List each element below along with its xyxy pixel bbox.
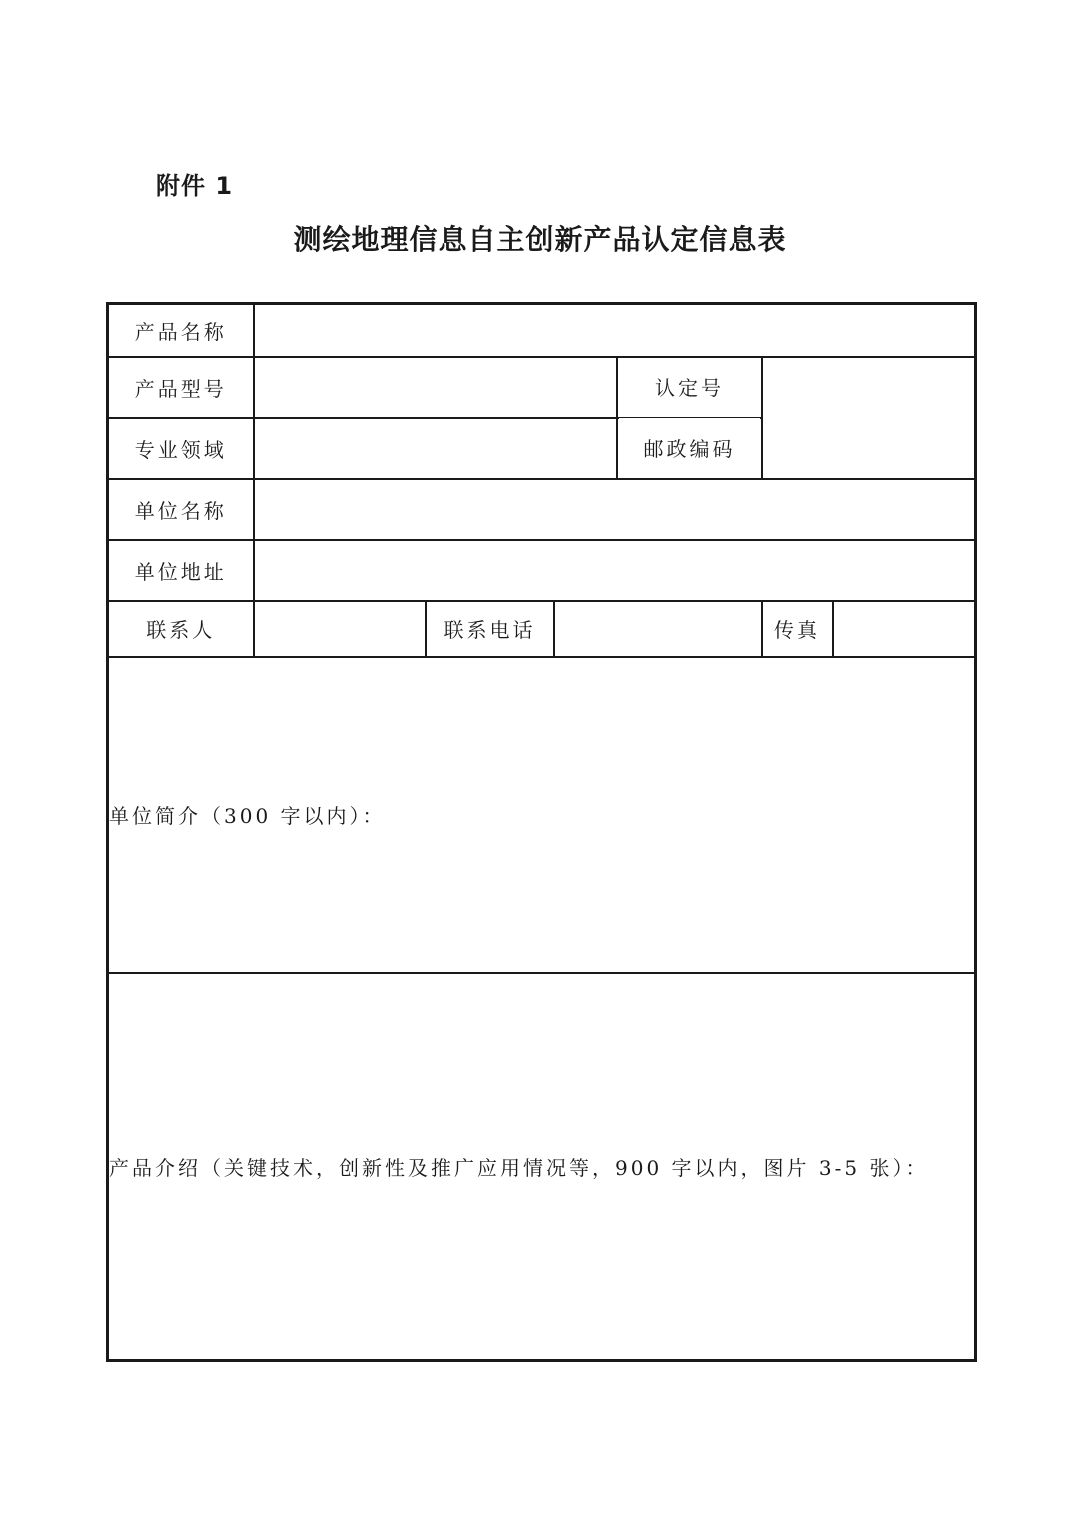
attachment-label: 附件 1 <box>156 172 234 200</box>
contact-phone-field[interactable] <box>554 601 762 657</box>
certification-no-label-overlay: 认定号 <box>619 358 760 415</box>
contact-phone-label: 联系电话 <box>426 601 554 657</box>
unit-intro-cell[interactable] <box>108 657 976 973</box>
product-model-label: 产品型号 <box>108 357 254 418</box>
certification-no-field[interactable] <box>763 358 971 415</box>
product-name-label: 产品名称 <box>108 304 254 357</box>
postal-code-field[interactable] <box>763 418 971 476</box>
unit-intro-label: 单位简介（300 字以内）： <box>109 804 386 828</box>
unit-name-field[interactable] <box>254 479 976 540</box>
unit-name-label: 单位名称 <box>108 479 254 540</box>
row-product-name <box>108 304 976 357</box>
contact-person-label: 联系人 <box>108 601 254 657</box>
product-intro-cell[interactable] <box>108 973 976 1361</box>
page-title: 测绘地理信息自主创新产品认定信息表 <box>293 223 787 256</box>
fax-field[interactable] <box>833 601 976 657</box>
row-contact <box>108 601 976 657</box>
row-unit-intro <box>108 657 976 973</box>
product-name-field[interactable] <box>254 304 976 357</box>
unit-address-field[interactable] <box>254 540 976 601</box>
contact-person-field[interactable] <box>254 601 426 657</box>
fax-label: 传真 <box>762 601 833 657</box>
row-unit-name <box>108 479 976 540</box>
row-unit-address <box>108 540 976 601</box>
row-product-intro <box>108 973 976 1361</box>
product-intro-label: 产品介绍（关键技术，创新性及推广应用情况等，900 字以内，图片 3-5 张）： <box>109 1155 929 1180</box>
professional-field-label: 专业领域 <box>108 418 254 479</box>
postal-code-label-overlay: 邮政编码 <box>619 418 760 476</box>
row-divider-left <box>616 356 618 478</box>
unit-address-label: 单位地址 <box>108 540 254 601</box>
